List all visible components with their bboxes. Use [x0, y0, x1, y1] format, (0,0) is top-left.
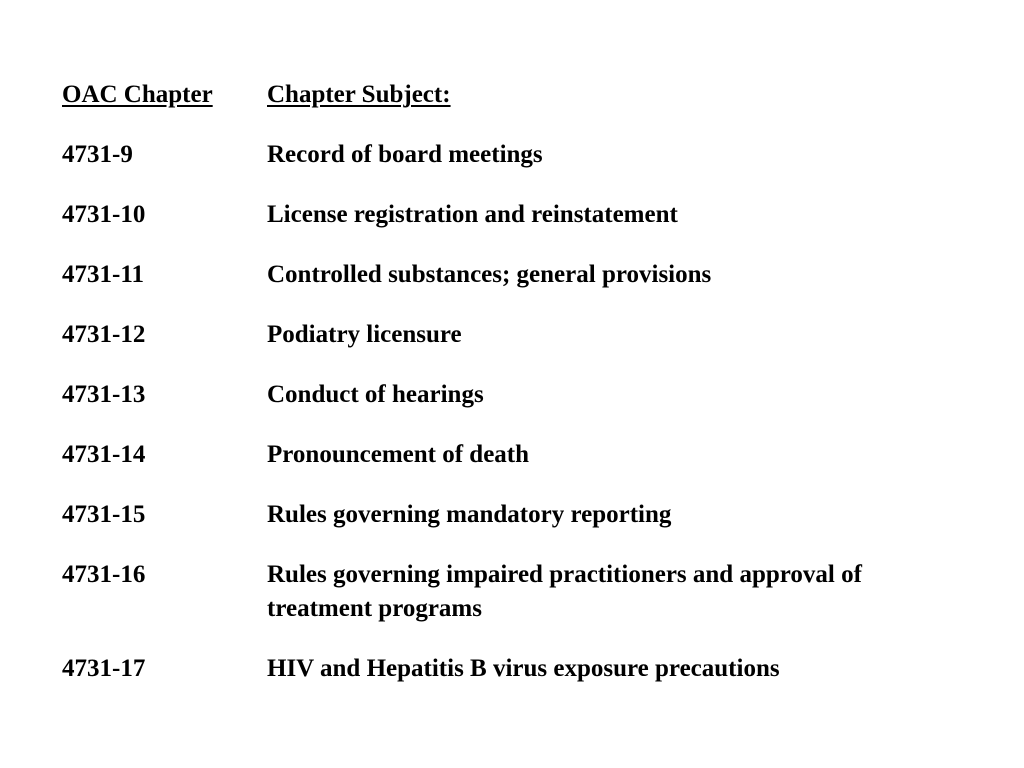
table-row	[62, 138, 962, 172]
chapter-number: 4731-16	[62, 561, 146, 588]
chapter-number: 4731-14	[62, 441, 146, 468]
table-row	[62, 438, 962, 472]
chapter-table	[62, 78, 962, 712]
chapter-subject: Rules governing mandatory reporting	[267, 501, 672, 528]
table-row	[62, 652, 962, 686]
table-row	[62, 558, 962, 626]
chapter-subject: Controlled substances; general provisions	[267, 261, 712, 288]
table-row	[62, 198, 962, 232]
chapter-subject: Record of board meetings	[267, 141, 543, 168]
chapter-number: 4731-12	[62, 321, 146, 348]
chapter-subject: Pronouncement of death	[267, 441, 530, 468]
chapter-number: 4731-9	[62, 141, 133, 168]
chapter-number: 4731-10	[62, 201, 146, 228]
table-row	[62, 318, 962, 352]
table-row	[62, 498, 962, 532]
header-subject: Chapter Subject:	[267, 81, 451, 108]
chapter-subject: Conduct of hearings	[267, 381, 484, 408]
chapter-number: 4731-17	[62, 655, 146, 682]
header-chapter: OAC Chapter	[62, 81, 213, 108]
chapter-subject: Rules governing impaired practitioners and approval of treatment programs	[267, 561, 862, 622]
chapter-number: 4731-15	[62, 501, 146, 528]
chapter-subject: HIV and Hepatitis B virus exposure precautions	[267, 655, 780, 682]
chapter-number: 4731-13	[62, 381, 146, 408]
table-header-row	[62, 78, 962, 112]
chapter-subject: Podiatry licensure	[267, 321, 462, 348]
chapter-subject: License registration and reinstatement	[267, 201, 678, 228]
table-row	[62, 378, 962, 412]
table-row	[62, 258, 962, 292]
chapter-number: 4731-11	[62, 261, 144, 288]
